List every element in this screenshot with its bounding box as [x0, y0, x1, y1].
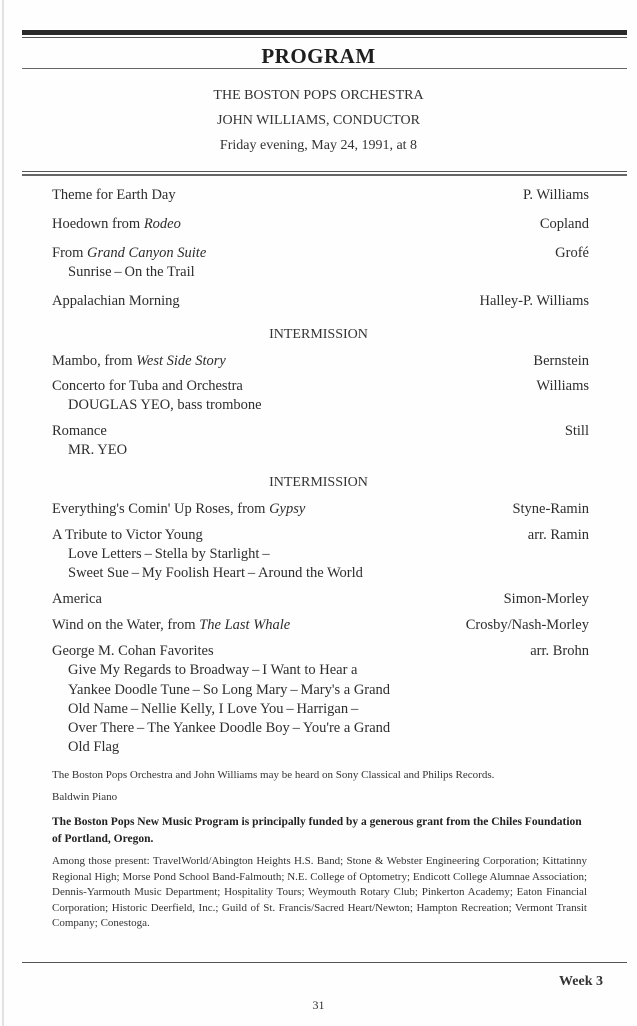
among-present-note: Among those present: TravelWorld/Abington Heights H.S. Band; Stone & Webster Engineering Corporation; Kittatinny Regional High; Morse Pond School Band-Falmouth; N.E. College of Optometry; Endicott College Alumnae Association; Dennis-Yarmouth Music Department; Hospitality Tours; Weymouth Rotary Club; Pinkerton Academy; Eaton Financial Corporation; Historic Deerfield, Inc.; Guild of St. Francis/Sacred Heart/Newton; Hampton Recreation; Vermont Transit Company; Conestoga. — [52, 855, 587, 929]
composer: Halley-P. Williams — [479, 293, 589, 309]
piece-title: Everything's Comin' Up Roses, from Gypsy — [52, 501, 306, 517]
piece-title: A Tribute to Victor Young Love Letters – Stella by Starlight – Sweet Sue – My Foolish Heart – Around the World — [52, 527, 363, 581]
composer: Bernstein — [533, 353, 589, 369]
piece-title: Appalachian Morning — [52, 293, 180, 309]
piece-title: Theme for Earth Day — [52, 187, 176, 203]
soloist: DOUGLAS YEO, bass trombone — [68, 397, 262, 413]
composer: Styne-Ramin — [512, 501, 589, 517]
piece-title: Mambo, from West Side Story — [52, 353, 226, 369]
title-underline-rule — [22, 68, 627, 69]
footer-rule — [22, 962, 627, 963]
composer: Williams — [536, 378, 589, 394]
composer: Simon-Morley — [503, 591, 589, 607]
composer: arr. Brohn — [530, 643, 589, 659]
piano-note: Baldwin Piano — [52, 791, 118, 803]
piece-title: Romance MR. YEO — [52, 423, 128, 458]
composer: Grofé — [555, 245, 589, 261]
composer: Copland — [539, 216, 589, 232]
concert-date: Friday evening, May 24, 1991, at 8 — [219, 138, 418, 153]
piece-title: From Grand Canyon Suite Sunrise – On the Trail — [52, 245, 207, 280]
intermission-label: INTERMISSION — [269, 475, 368, 490]
piece-title: Wind on the Water, from The Last Whale — [52, 617, 291, 633]
conductor-name: JOHN WILLIAMS, CONDUCTOR — [217, 113, 420, 128]
header-double-rule-bottom — [22, 174, 627, 176]
piece-title: Hoedown from Rodeo — [52, 216, 181, 232]
week-label: Week 3 — [559, 974, 603, 989]
composer: Crosby/Nash-Morley — [465, 617, 589, 633]
piece-title: Concerto for Tuba and Orchestra DOUGLAS YEO, bass trombone — [52, 378, 262, 413]
header-double-rule-top — [22, 171, 627, 172]
piece-title: America — [52, 591, 102, 607]
piece-title: George M. Cohan Favorites Give My Regards to Broadway – I Want to Hear a Yankee Doodle Tune – So Long Mary – Mary's a Grand Old Name – Nellie Kelly, I Love You – Harrigan – Over There – The Yankee Doodle Boy – You're a Grand Old Flag — [52, 643, 391, 756]
orchestra-name: THE BOSTON POPS ORCHESTRA — [213, 88, 424, 103]
records-note: The Boston Pops Orchestra and John Williams may be heard on Sony Classical and Philips Records. — [52, 769, 495, 781]
page-number: 31 — [312, 998, 325, 1012]
composer: arr. Ramin — [527, 527, 589, 543]
composer: P. Williams — [522, 187, 589, 203]
soloist: MR. YEO — [68, 442, 128, 458]
funding-note: The Boston Pops New Music Program is principally funded by a generous grant from the Chiles Foundation of Portland, Oregon. — [52, 816, 582, 845]
page-title: PROGRAM — [261, 44, 376, 68]
top-thick-rule — [22, 30, 627, 35]
top-thin-rule — [22, 37, 627, 38]
intermission-label: INTERMISSION — [269, 327, 368, 342]
piece-subtitle: Sunrise – On the Trail — [68, 264, 195, 280]
composer: Still — [564, 423, 589, 439]
